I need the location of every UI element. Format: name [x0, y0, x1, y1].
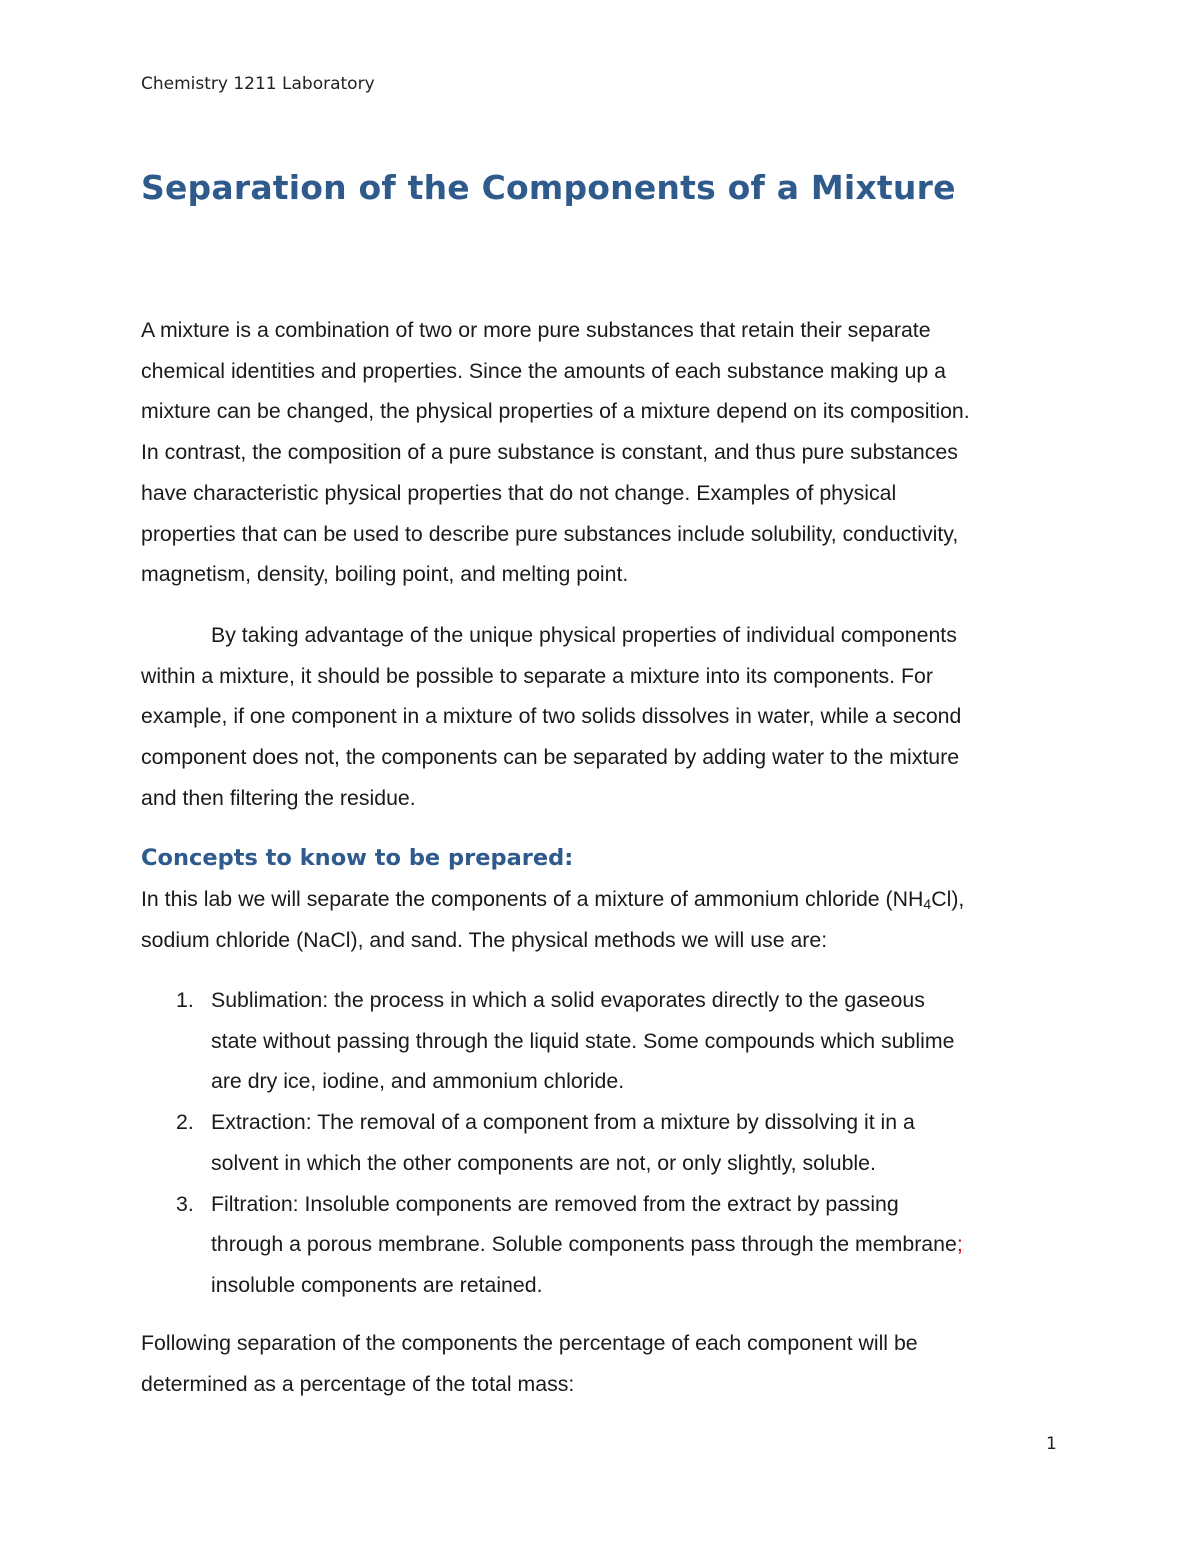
list-number: 1.	[176, 988, 194, 1012]
intro-line: have characteristic physical properties that do not change. Examples of physical	[141, 480, 897, 505]
intro-line: properties that can be used to describe pure substances include solubility, conductivity,	[141, 521, 959, 546]
concepts-heading: Concepts to know to be prepared:	[141, 845, 574, 871]
list-item-line	[211, 1224, 1071, 1265]
list-item-extraction	[141, 1102, 1071, 1183]
list-item-line: state without passing through the liquid state. Some compounds which sublime	[211, 1028, 955, 1053]
list-number: 3.	[176, 1191, 194, 1216]
list-item-text: through a porous membrane. Soluble components pass through the membrane	[211, 1232, 957, 1257]
following-line: determined as a percentage of the total mass:	[141, 1371, 575, 1396]
intro-line: mixture can be changed, the physical properties of a mixture depend on its composition.	[141, 399, 970, 424]
paragraph-line: and then filtering the residue.	[141, 785, 416, 810]
paragraph-line: within a mixture, it should be possible to separate a mixture into its components. For	[141, 663, 933, 688]
intro-line: In contrast, the composition of a pure substance is constant, and thus pure substances	[141, 440, 958, 465]
page-number: 1	[1046, 1434, 1057, 1454]
following-paragraph	[141, 1323, 1071, 1404]
concepts-intro-line: sodium chloride (NaCl), and sand. The physical methods we will use are:	[141, 927, 828, 952]
list-item-line: solvent in which the other components are not, or only slightly, soluble.	[211, 1150, 876, 1175]
concepts-intro-text-end: Cl),	[931, 887, 965, 911]
list-number: 2.	[176, 1110, 194, 1135]
list-item-line: are dry ice, iodine, and ammonium chloride.	[211, 1069, 625, 1094]
intro-paragraph	[141, 310, 1071, 595]
list-item-line: Filtration: Insoluble components are removed from the extract by passing	[211, 1191, 899, 1216]
separation-paragraph	[141, 615, 1071, 819]
paragraph-line: component does not, the components can be separated by adding water to the mixture	[141, 745, 960, 770]
subscript-four: 4	[923, 896, 932, 912]
concepts-intro-paragraph	[141, 879, 1071, 960]
list-item-sublimation	[141, 980, 1071, 1102]
paragraph-line: example, if one component in a mixture of two solids dissolves in water, while a second	[141, 704, 962, 729]
list-item-line: Extraction: The removal of a component from a mixture by dissolving it in a	[211, 1110, 915, 1135]
intro-line: chemical identities and properties. Since the amounts of each substance making up a	[141, 358, 947, 383]
list-item-line: insoluble components are retained.	[211, 1272, 543, 1297]
paragraph-line: By taking advantage of the unique physical properties of individual components	[211, 623, 957, 647]
concepts-intro-text: In this lab we will separate the components of a mixture of ammonium chloride (NH	[141, 887, 924, 911]
concepts-intro-line	[141, 879, 1071, 920]
running-header: Chemistry 1211 Laboratory	[141, 74, 375, 94]
list-item-filtration	[141, 1184, 1071, 1306]
list-item-line: Sublimation: the process in which a solid evaporates directly to the gaseous	[211, 988, 925, 1012]
intro-line: magnetism, density, boiling point, and melting point.	[141, 562, 629, 587]
intro-line: A mixture is a combination of two or more pure substances that retain their separate	[141, 318, 931, 342]
document-title: Separation of the Components of a Mixture	[141, 168, 956, 207]
semicolon-mark: ;	[956, 1232, 963, 1257]
methods-list	[141, 980, 1071, 1306]
following-line: Following separation of the components the percentage of each component will be	[141, 1331, 918, 1355]
